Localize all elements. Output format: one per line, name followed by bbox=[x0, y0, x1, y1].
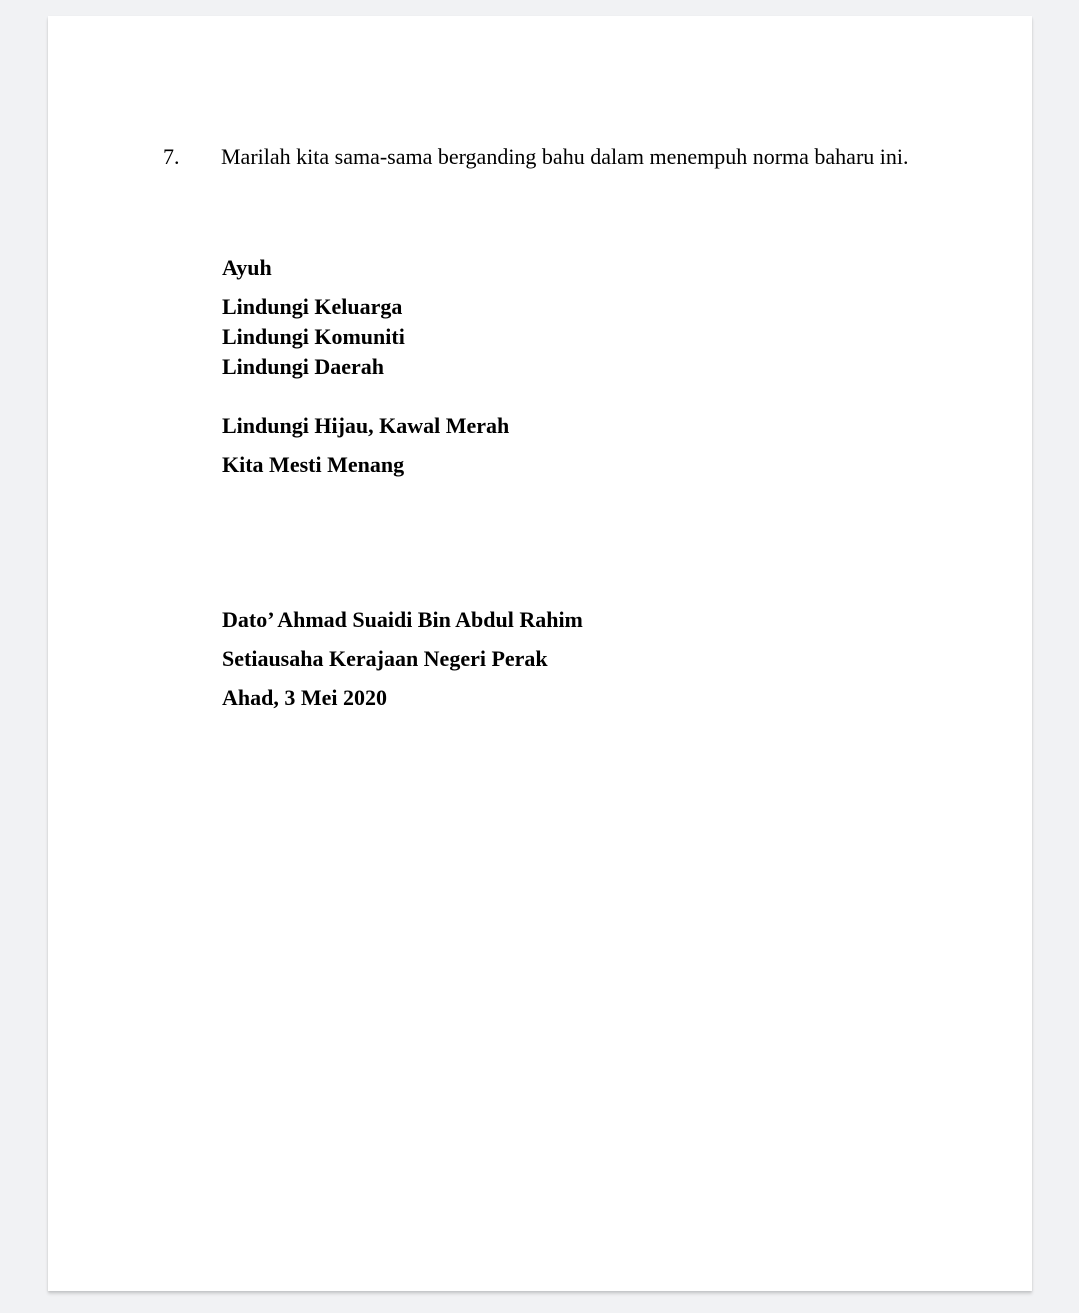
document-date: Ahad, 3 Mei 2020 bbox=[222, 685, 387, 710]
signatory-name: Dato’ Ahmad Suaidi Bin Abdul Rahim bbox=[222, 607, 583, 632]
paragraph-text: Marilah kita sama-sama berganding bahu dalam menempuh norma baharu ini. bbox=[221, 144, 909, 169]
slogan-tagline: Lindungi Hijau, Kawal Merah bbox=[222, 413, 510, 438]
paragraph-7 bbox=[163, 137, 916, 176]
slogan-closing: Kita Mesti Menang bbox=[222, 452, 405, 477]
slogan-line-komuniti: Lindungi Komuniti bbox=[222, 324, 405, 349]
slogan-line-daerah: Lindungi Daerah bbox=[222, 354, 384, 379]
slogan-line-keluarga: Lindungi Keluarga bbox=[222, 294, 403, 319]
paragraph-number: 7. bbox=[163, 144, 180, 169]
signatory-title: Setiausaha Kerajaan Negeri Perak bbox=[222, 646, 548, 671]
slogan-intro: Ayuh bbox=[222, 255, 272, 280]
document-page bbox=[48, 16, 1032, 1291]
